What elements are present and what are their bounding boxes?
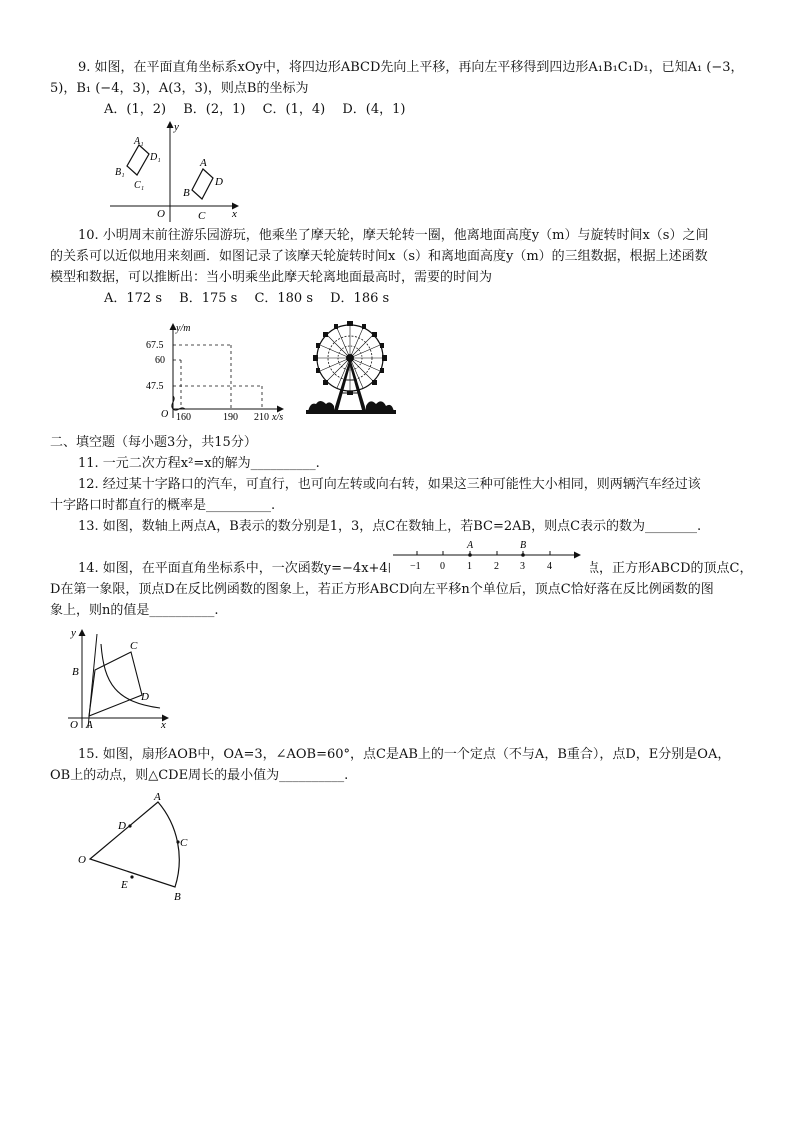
q9-label-c: C (198, 210, 206, 222)
tick-3: 3 (520, 561, 525, 572)
q14-square (89, 652, 142, 716)
q15-label-o: O (78, 854, 86, 866)
q13-text: 13. 如图，数轴上两点A，B表示的数分别是1，3，点C在数轴上，若BC=2AB，则点C表示的数为________. (78, 519, 702, 534)
q9-line-1: 9. 如图，在平面直角坐标系xOy中，将四边形ABCD先向上平移，再向左平移得到四边形A₁B₁C₁D₁，已知A₁ (−3， (78, 60, 744, 75)
tick-minus1: −1 (410, 561, 421, 572)
point-e (130, 875, 133, 878)
q10-xlabel: x/s (272, 412, 284, 423)
q14-label-c: C (130, 640, 138, 652)
ferris-wheel-image (300, 318, 400, 418)
q10-graph (143, 320, 293, 424)
q10-origin: O (161, 409, 169, 420)
q14-hyperbola (101, 644, 160, 708)
q10-ylabel: y/m (176, 323, 191, 334)
q11-text: 11. 一元二次方程x²=x的解为__________. (78, 456, 320, 471)
q14-figure (64, 624, 174, 730)
q9-quad-abcd (192, 169, 213, 199)
q10-xtick-190: 190 (223, 412, 238, 423)
q10-options: A．172 s B．175 s C．180 s D．186 s (104, 291, 390, 306)
number-line-label-b: B (520, 540, 527, 551)
point-d (128, 824, 131, 827)
q9-label-y: y (174, 121, 179, 133)
tick-0: 0 (440, 561, 445, 572)
q13-number-line (390, 537, 590, 577)
q14-line-2: D在第一象限，顶点D在反比例函数的图象上，若正方形ABCD向左平移n个单位后，顶点C恰好落在反比例函数的图 (50, 582, 714, 597)
q9-label-a: A (200, 157, 207, 169)
q9-options: A．(1，2) B．(2，1) C．(1，4) D．(4，1) (104, 102, 406, 117)
q10-ytick-47: 47.5 (146, 381, 164, 392)
q9-label-d1: D₁ (150, 152, 161, 163)
q15-label-c: C (180, 837, 188, 849)
sector-outline (90, 802, 179, 887)
q10-line-1: 10. 小明周末前往游乐园游玩，他乘坐了摩天轮，摩天轮转一圈，他离地面高度y（m）与旋转时间x（s）之间 (78, 228, 709, 243)
q14-label-b: B (72, 666, 79, 678)
q14-label-a: A (86, 719, 93, 730)
q14-label-d: D (141, 691, 149, 703)
q9-label-b1: B₁ (115, 167, 125, 178)
q14-label-x: x (161, 719, 166, 730)
q9-label-b: B (183, 187, 190, 199)
q14-line-1a: 14. 如图，在平面直角坐标系中，一次函数y=−4x+4的 (78, 561, 401, 576)
q15-label-b: B (174, 891, 181, 903)
q9-label-o: O (157, 208, 165, 220)
q15-label-a: A (154, 791, 161, 803)
q15-label-d: D (118, 820, 126, 832)
q9-line-2: 5)，B₁ (−4，3)，A(3，3)，则点B的坐标为 (50, 81, 309, 96)
q9-quad-a1b1c1d1 (127, 145, 149, 175)
number-line-label-a: A (467, 540, 474, 551)
q10-line-2: 的关系可以近似地用来刻画．如图记录了该摩天轮旋转时间x（s）和离地面高度y（m）的三组数据，根据上述函数 (50, 249, 708, 264)
point-a (468, 553, 472, 557)
q14-line-1b: 点，正方形ABCD的顶点C， (586, 561, 753, 576)
q14-label-o: O (70, 719, 78, 730)
q9-label-a1: A₁ (134, 136, 144, 147)
q12-line-1: 12. 经过某十字路口的汽车，可直行，也可向左转或向右转，如果这三种可能性大小相同，则两辆汽车经过该 (78, 477, 701, 492)
q9-label-d: D (215, 176, 223, 188)
q15-line-1: 15. 如图，扇形AOB中，OA=3，∠AOB=60°，点C是AB上的一个定点（不与A，B重合），点D，E分别是OA， (78, 747, 731, 762)
section-2-heading: 二、填空题（每小题3分，共15分） (50, 435, 257, 450)
q14-label-y: y (71, 627, 76, 639)
tick-2: 2 (494, 561, 499, 572)
q9-figure (108, 118, 248, 224)
q15-label-e: E (121, 879, 128, 891)
q10-ytick-67: 67.5 (146, 340, 164, 351)
q10-ytick-60: 60 (155, 355, 165, 366)
q12-line-2: 十字路口时都直行的概率是__________. (50, 498, 276, 513)
q10-line-3: 模型和数据，可以推断出：当小明乘坐此摩天轮离地面最高时，需要的时间为 (50, 270, 493, 285)
q10-xtick-210: 210 (254, 412, 269, 423)
q14-line-3: 象上，则n的值是__________. (50, 603, 219, 618)
q10-xtick-160: 160 (176, 412, 191, 423)
q9-label-c1: C₁ (134, 180, 145, 191)
point-b (521, 553, 525, 557)
q15-line-2: OB上的动点，则△CDE周长的最小值为__________. (50, 768, 349, 783)
tick-1: 1 (467, 561, 472, 572)
tick-4: 4 (547, 561, 552, 572)
q15-sector-figure (74, 790, 204, 906)
q9-label-x: x (232, 208, 237, 220)
